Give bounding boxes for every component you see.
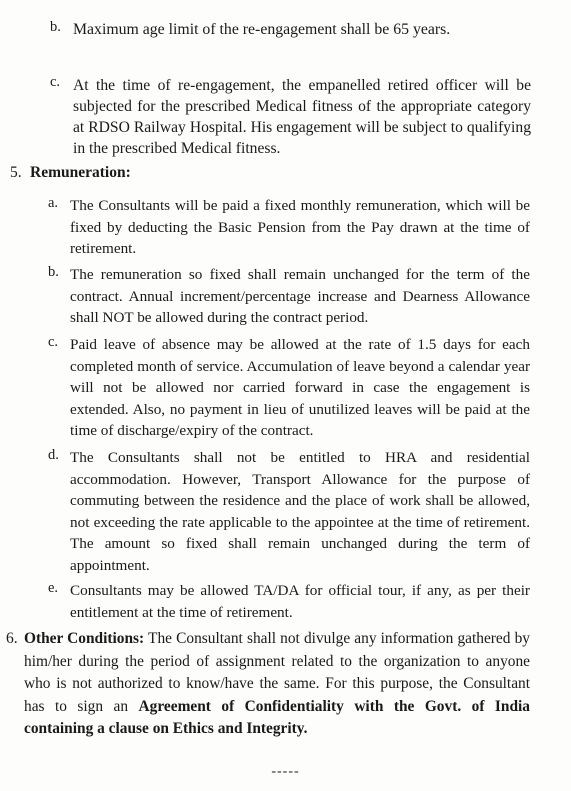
section-number: 6. [6, 630, 18, 647]
list-marker: e. [48, 580, 59, 596]
page-footer-dashes: ----- [271, 764, 300, 779]
list-marker: b. [48, 264, 59, 280]
remuneration-item-a: The Consultants will be paid a fixed monthly remuneration, which will be fixed by deducting the Basic Pension from the Pay drawn at the time of retirement. [70, 197, 530, 257]
section-heading-remuneration: Remuneration: [30, 164, 131, 181]
other-conditions-paragraph [24, 628, 530, 741]
age-limit-clause: Maximum age limit of the re-engagement shall be 65 years. [73, 21, 451, 38]
section-number: 5. [10, 164, 22, 181]
list-marker: c. [48, 334, 59, 350]
remuneration-item-e: Consultants may be allowed TA/DA for official tour, if any, as per their entitlement at the time of retirement. [70, 582, 530, 621]
confidentiality-agreement-text: Agreement of Confidentiality with the Govt. of India containing a clause on Ethics and Integrity. [24, 697, 531, 737]
section-heading-other-conditions: Other Conditions: [24, 630, 145, 647]
remuneration-item-b: The remuneration so fixed shall remain unchanged for the term of the contract. Annual increment/percentage increase and Dearness Allowance shall NOT be allowed during the contract period. [70, 266, 530, 326]
medical-fitness-clause: At the time of re-engagement, the empanelled retired officer will be subjected for the prescribed Medical fitness of the appropriate category at RDSO Railway Hospital. His engagement will be subject to qualifying in the prescribed Medical fitness. [73, 77, 531, 157]
remuneration-item-c: Paid leave of absence may be allowed at the rate of 1.5 days for each completed month of service. Accumulation of leave beyond a calendar year will not be allowed nor carried forward in case the engagement is extended. Also, no payment in lieu of unutilized leaves will be paid at the time of discharge/expiry of the contract. [70, 336, 530, 439]
list-marker: d. [48, 447, 59, 463]
list-marker: a. [48, 195, 59, 211]
other-conditions-text: The Consultant shall not divulge any information gathered by him/her during the period of assignment related to the organization to anyone who is not authorized to know/have the same. For this purpose, the Consultant has to sign an [24, 630, 530, 715]
list-marker: b. [50, 19, 61, 35]
list-marker: c. [50, 74, 61, 90]
remuneration-item-d: The Consultants shall not be entitled to HRA and residential accommodation. However, Transport Allowance for the purpose of commuting between the residence and the place of work shall be allowed, not exceeding the rate applicable to the appointee at the time of retirement. The amount so fixed shall remain unchanged during the term of appointment. [70, 449, 530, 574]
